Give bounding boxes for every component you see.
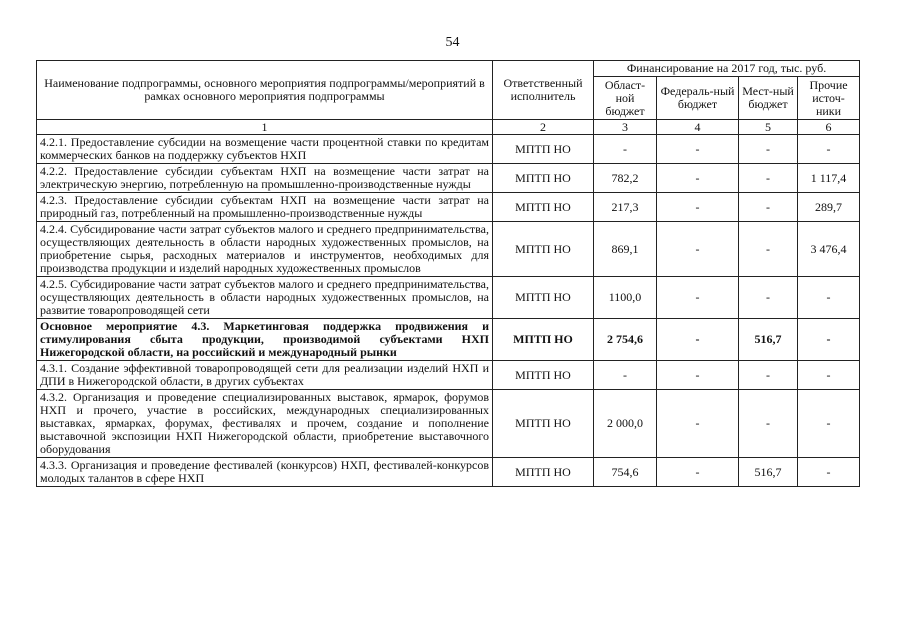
column-number: 1 bbox=[37, 120, 493, 135]
row-name-cell: 4.3.2. Организация и проведение специализированных выставок, ярмарок, форумов НХП и прочего, участие в российских, международных специализированных выставках, ярмарках, форумах, фестивалях и прочем, создание и пополнение выставочной экспозиции НХП Нижегородской области, приобретение выставочного оборудования bbox=[37, 390, 493, 458]
table-row bbox=[37, 277, 860, 319]
row-responsible-cell: МПТП НО bbox=[493, 277, 594, 319]
row-federal-cell: - bbox=[657, 458, 739, 487]
row-regional-cell: 2 754,6 bbox=[594, 319, 657, 361]
row-local-cell: - bbox=[739, 222, 798, 277]
header-federal-budget: Федераль-ный бюджет bbox=[657, 77, 739, 120]
row-local-cell: 516,7 bbox=[739, 319, 798, 361]
column-number: 6 bbox=[798, 120, 860, 135]
column-number: 3 bbox=[594, 120, 657, 135]
row-local-cell: - bbox=[739, 390, 798, 458]
row-name-cell: 4.3.1. Создание эффективной товаропроводящей сети для реализации изделий НХП и ДПИ в Нижегородской области, в других субъектах bbox=[37, 361, 493, 390]
row-other-cell: 3 476,4 bbox=[798, 222, 860, 277]
row-federal-cell: - bbox=[657, 222, 739, 277]
row-responsible-cell: МПТП НО bbox=[493, 390, 594, 458]
row-responsible-cell: МПТП НО bbox=[493, 361, 594, 390]
row-regional-cell: - bbox=[594, 135, 657, 164]
table-row bbox=[37, 458, 860, 487]
header-responsible: Ответственный исполнитель bbox=[493, 61, 594, 120]
row-other-cell: - bbox=[798, 390, 860, 458]
row-federal-cell: - bbox=[657, 319, 739, 361]
row-name-cell: 4.2.1. Предоставление субсидии на возмещение части процентной ставки по кредитам коммерческих банков на поддержку субъектов НХП bbox=[37, 135, 493, 164]
row-other-cell: - bbox=[798, 319, 860, 361]
row-responsible-cell: МПТП НО bbox=[493, 458, 594, 487]
row-other-cell: - bbox=[798, 361, 860, 390]
row-federal-cell: - bbox=[657, 277, 739, 319]
table-row bbox=[37, 135, 860, 164]
table-row bbox=[37, 193, 860, 222]
header-financing: Финансирование на 2017 год, тыс. руб. bbox=[594, 61, 860, 77]
row-regional-cell: 1100,0 bbox=[594, 277, 657, 319]
row-federal-cell: - bbox=[657, 361, 739, 390]
table-row bbox=[37, 164, 860, 193]
header-local-budget: Мест-ный бюджет bbox=[739, 77, 798, 120]
table-row bbox=[37, 361, 860, 390]
row-federal-cell: - bbox=[657, 390, 739, 458]
column-number: 4 bbox=[657, 120, 739, 135]
row-other-cell: - bbox=[798, 135, 860, 164]
row-regional-cell: 2 000,0 bbox=[594, 390, 657, 458]
row-name-cell: 4.2.2. Предоставление субсидии субъектам НХП на возмещение части затрат на электрическую энергию, потребленную на промышленно-производственные нужды bbox=[37, 164, 493, 193]
row-responsible-cell: МПТП НО bbox=[493, 164, 594, 193]
row-regional-cell: 782,2 bbox=[594, 164, 657, 193]
row-regional-cell: 869,1 bbox=[594, 222, 657, 277]
page-number: 54 bbox=[445, 35, 460, 50]
header-other-sources: Прочие источ-ники bbox=[798, 77, 860, 120]
row-local-cell: - bbox=[739, 135, 798, 164]
row-name-cell: 4.2.3. Предоставление субсидии субъектам НХП на возмещение части затрат на природный газ, потребленный на промышленно-производственные нужды bbox=[37, 193, 493, 222]
row-responsible-cell: МПТП НО bbox=[493, 193, 594, 222]
row-local-cell: - bbox=[739, 193, 798, 222]
header-name: Наименование подпрограммы, основного мероприятия подпрограммы/мероприятий в рамках основного мероприятия подпрограммы bbox=[37, 61, 493, 120]
column-number: 5 bbox=[739, 120, 798, 135]
row-other-cell: 289,7 bbox=[798, 193, 860, 222]
row-federal-cell: - bbox=[657, 193, 739, 222]
row-name-cell: 4.2.5. Субсидирование части затрат субъектов малого и среднего предпринимательства, осуществляющих деятельность в области народных художественных промыслов, на развитие товаропроводящей сети bbox=[37, 277, 493, 319]
header-regional-budget: Област-ной бюджет bbox=[594, 77, 657, 120]
row-local-cell: - bbox=[739, 277, 798, 319]
table-row bbox=[37, 390, 860, 458]
row-federal-cell: - bbox=[657, 164, 739, 193]
row-other-cell: - bbox=[798, 277, 860, 319]
row-regional-cell: 217,3 bbox=[594, 193, 657, 222]
table-row bbox=[37, 222, 860, 277]
row-federal-cell: - bbox=[657, 135, 739, 164]
row-regional-cell: - bbox=[594, 361, 657, 390]
table-row bbox=[37, 319, 860, 361]
financing-table bbox=[36, 60, 860, 487]
column-number-row bbox=[37, 120, 860, 135]
row-responsible-cell: МПТП НО bbox=[493, 222, 594, 277]
row-name-cell: 4.2.4. Субсидирование части затрат субъектов малого и среднего предпринимательства, осуществляющих деятельность в области народных художественных промыслов, на приобретение сырья, расходных материалов и инструментов, необходимых для производства продукции и изделий народных художественных промыслов bbox=[37, 222, 493, 277]
row-name-cell: 4.3.3. Организация и проведение фестивалей (конкурсов) НХП, фестивалей-конкурсов молодых талантов в сфере НХП bbox=[37, 458, 493, 487]
row-local-cell: - bbox=[739, 164, 798, 193]
row-local-cell: 516,7 bbox=[739, 458, 798, 487]
row-other-cell: - bbox=[798, 458, 860, 487]
column-number: 2 bbox=[493, 120, 594, 135]
row-local-cell: - bbox=[739, 361, 798, 390]
row-responsible-cell: МПТП НО bbox=[493, 135, 594, 164]
row-other-cell: 1 117,4 bbox=[798, 164, 860, 193]
row-name-cell: Основное мероприятие 4.3. Маркетинговая поддержка продвижения и стимулирования сбыта продукции, производимой субъектами НХП Нижегородской области, на российский и международный рынки bbox=[37, 319, 493, 361]
row-regional-cell: 754,6 bbox=[594, 458, 657, 487]
row-responsible-cell: МПТП НО bbox=[493, 319, 594, 361]
